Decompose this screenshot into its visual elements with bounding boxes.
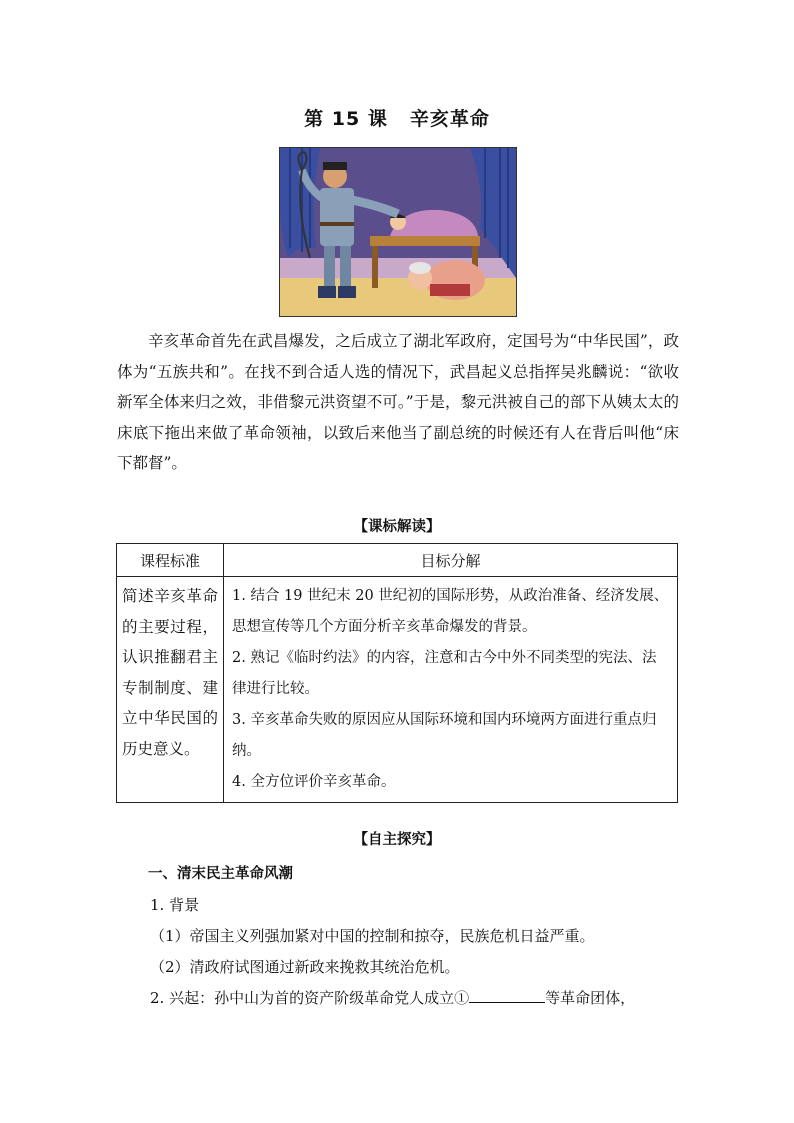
outline-item: （1）帝国主义列强加紧对中国的控制和掠夺，民族危机日益严重。 (150, 927, 595, 945)
fill-in-blank[interactable] (469, 984, 545, 1003)
section-heading: 一、清末民主革命风潮 (148, 866, 293, 882)
lesson-number: 第 15 课 (304, 108, 388, 130)
study-outline (150, 859, 680, 1014)
goal-item: 2. 熟记《临时约法》的内容，注意和古今中外不同类型的宪法、法律进行比较。 (232, 650, 657, 697)
table-row (117, 577, 678, 803)
header-course-standard: 课程标准 (117, 544, 224, 577)
goal-item: 4. 全方位评价辛亥革命。 (232, 774, 396, 790)
intro-paragraph: 辛亥革命首先在武昌爆发，之后成立了湖北军政府，定国号为“中华民国”，政体为“五族共和”。在找不到合适人选的情况下，武昌起义总指挥吴兆麟说：“欲收新军全体来归之效，非借黎元洪资望不可。”于是，黎元洪被自己的部下从姨太太的床底下拖出来做了革命领袖，以致后来他当了副总统的时候还有人在背后叫他“床下都督”。 (117, 332, 679, 472)
standards-table (116, 543, 678, 803)
outline-item (150, 983, 680, 1014)
cartoon-drawing (280, 148, 516, 316)
course-standard-cell: 简述辛亥革命的主要过程，认识推翻君主专制制度、建立中华民国的历史意义。 (117, 577, 224, 803)
goal-item: 1. 结合 19 世纪末 20 世纪初的国际形势，从政治准备、经济发展、思想宣传等几个方面分析辛亥革命爆发的背景。 (232, 588, 669, 635)
table-header-row (117, 544, 678, 577)
outline-item: （2）清政府试图通过新政来挽救其统治危机。 (150, 958, 460, 976)
goal-item: 3. 辛亥革命失败的原因应从国际环境和国内环境两方面进行重点归纳。 (232, 712, 657, 759)
explore-heading: 【自主探究】 (353, 832, 441, 848)
goal-breakdown-cell (224, 577, 678, 803)
outline-item: 1. 背景 (150, 896, 200, 914)
cartoon-illustration (279, 147, 517, 317)
standards-heading: 【课标解读】 (353, 519, 441, 535)
outline-text: 等革命团体， (545, 989, 636, 1007)
outline-text: 2. 兴起：孙中山为首的资产阶级革命党人成立① (150, 989, 470, 1007)
lesson-name: 辛亥革命 (409, 108, 490, 130)
header-goal-breakdown: 目标分解 (224, 544, 678, 577)
lesson-title (0, 104, 794, 131)
